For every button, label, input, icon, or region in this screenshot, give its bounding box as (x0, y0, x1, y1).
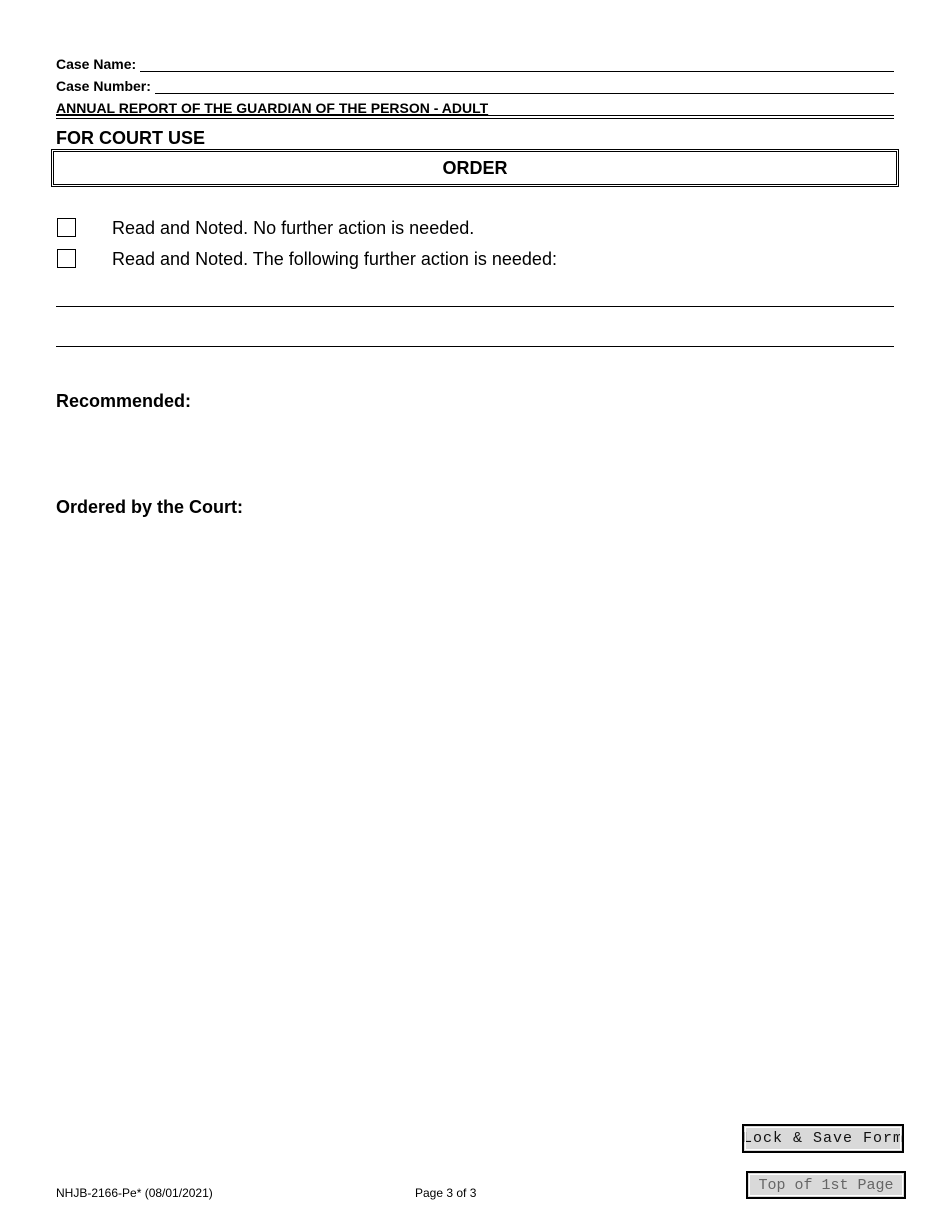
recommended-label: Recommended: (56, 391, 192, 411)
court-use-heading: FOR COURT USE (56, 128, 206, 148)
further-action-line-1[interactable] (56, 306, 894, 307)
option-label: Read and Noted. No further action is needed. (112, 217, 475, 238)
option-no-further-action (57, 217, 475, 238)
case-number-input[interactable] (155, 80, 894, 94)
title-divider (56, 115, 894, 119)
case-number-label: Case Number: (56, 78, 151, 94)
case-name-input[interactable] (140, 58, 894, 72)
top-of-first-page-button[interactable]: Top of 1st Page (746, 1171, 906, 1199)
case-number-field (56, 78, 894, 94)
case-name-label: Case Name: (56, 56, 137, 72)
case-name-field (56, 56, 894, 72)
option-further-action-needed (57, 248, 557, 269)
lock-save-form-button[interactable]: Lock & Save Form (742, 1124, 904, 1153)
order-title: ORDER (442, 157, 508, 178)
further-action-line-2[interactable] (56, 346, 894, 347)
ordered-by-court-label: Ordered by the Court: (56, 497, 244, 517)
form-title: ANNUAL REPORT OF THE GUARDIAN OF THE PERSON - ADULT (56, 100, 489, 116)
order-header-box (51, 149, 899, 187)
no-further-action-checkbox[interactable] (57, 218, 76, 237)
further-action-checkbox[interactable] (57, 249, 76, 268)
page-number: Page 3 of 3 (415, 1186, 477, 1200)
option-label: Read and Noted. The following further action is needed: (112, 248, 557, 269)
form-id: NHJB-2166-Pe* (08/01/2021) (56, 1186, 213, 1200)
